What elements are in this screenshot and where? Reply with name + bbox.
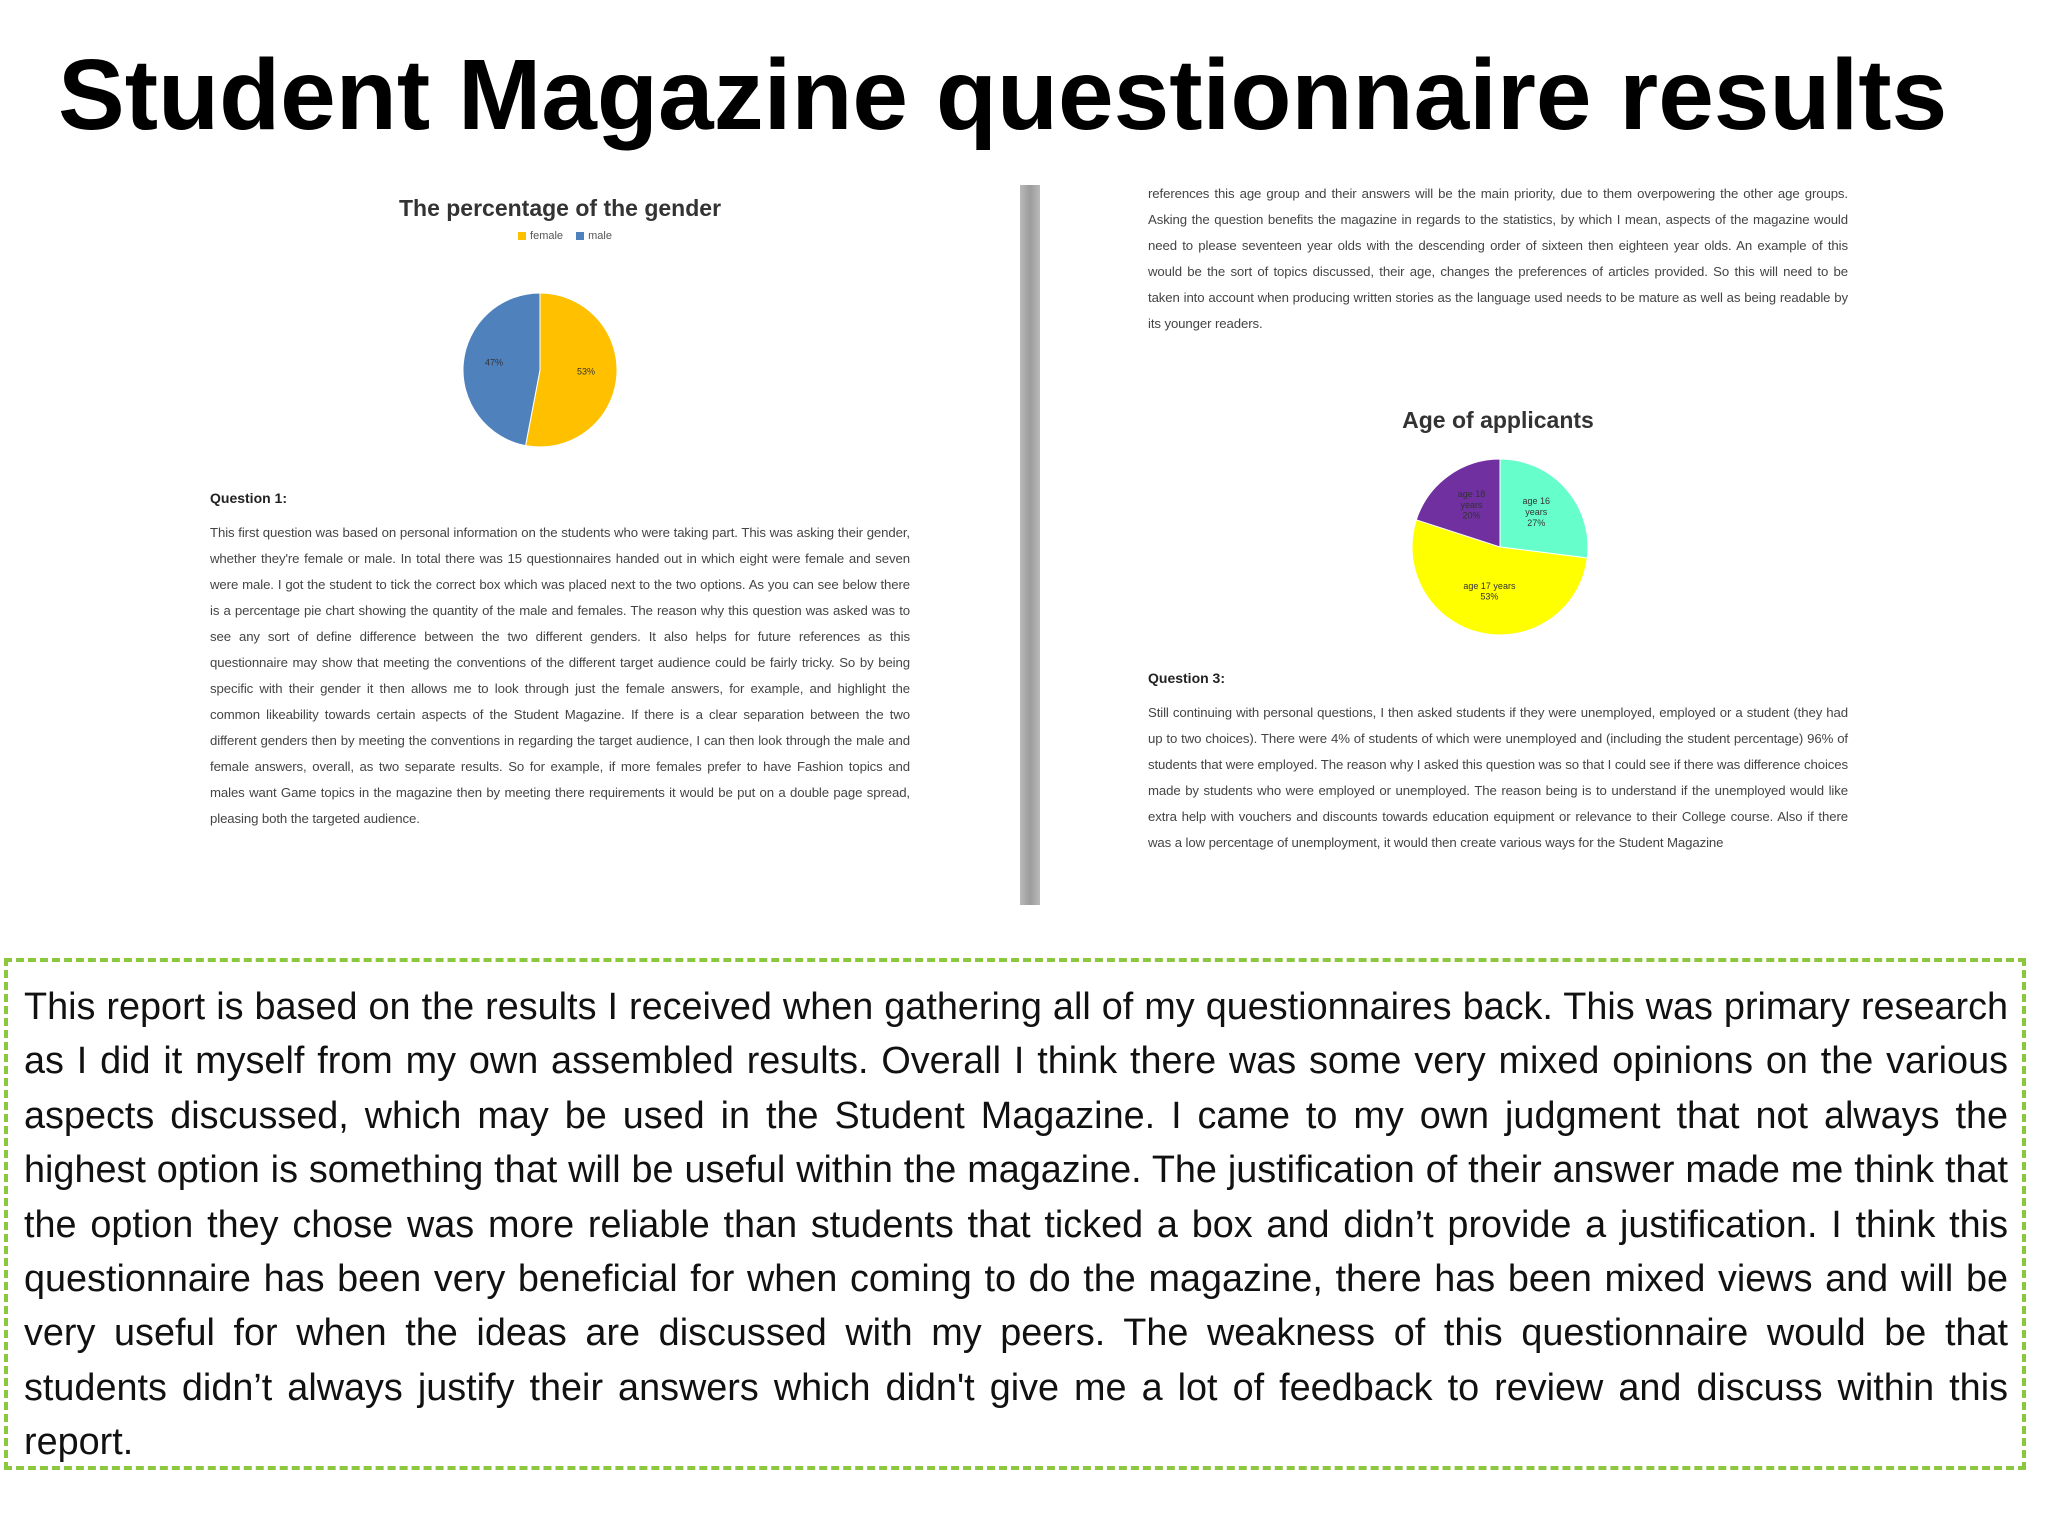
pie-slice-male: [463, 293, 540, 446]
question-1-heading: Question 1:: [210, 490, 288, 506]
right-page: [1148, 185, 1855, 905]
gender-pie-chart: [460, 290, 620, 450]
legend-label-male: male: [588, 230, 612, 242]
pie-label-male: 47%: [484, 357, 504, 368]
summary-text: This report is based on the results I received when gathering all of my questionnaires back. This was primary research as I did it myself from my own assembled results. Overall I think there was some very mixed opinions on the various aspects discussed, which may be used in the Student Magazine. I came to my own judgment that not always the highest option is something that will be useful within the magazine. The justification of their answer made me think that the option they chose was more reliable than students that ticked a box and didn’t provide a justification. I think this questionnaire has been very beneficial for when coming to do the magazine, there has been mixed views and will be very useful for when the ideas are discussed with my peers. The weakness of this questionnaire would be that students didn’t always justify their answers which didn't give me a lot of feedback to review and discuss within this report.: [24, 986, 2008, 1464]
age-chart-title: Age of applicants: [1402, 407, 1594, 433]
summary-box: [4, 958, 2026, 1470]
question-1-paragraph: This first question was based on personal information on the students who were taking part. This was asking their gender, whether they're female or male. In total there was 15 questionnaires handed out in which eight were female and seven were male. I got the student to tick the correct box which was placed next to the two options. As you can see below there is a percentage pie chart showing the quantity of the male and females. The reason why this question was asked was to see any sort of define difference between the two different genders. It also helps for future references as this questionnaire may show that meeting the conventions of the different target audience could be fairly tricky. So by being specific with their gender it then allows me to look through just the female answers, for example, and highlight the common likeability towards certain aspects of the Student Magazine. If there is a clear separation between the two different genders then by meeting the conventions in regarding the target audience, I can then look through the male and female answers, overall, as two separate results. So for example, if more females prefer to have Fashion topics and males want Game topics in the magazine then by meeting there requirements it would be put on a double page spread, pleasing both the targeted audience.: [210, 525, 910, 826]
pie-label-age-16-years: age 16 years 27%: [1522, 496, 1551, 528]
left-page: [200, 185, 920, 905]
question-3-heading: Question 3:: [1148, 670, 1226, 686]
age-paragraph: references this age group and their answers will be the main priority, due to them overpowering the other age groups. Asking the question benefits the magazine in regards to the statistics, by which I mean, aspects of the magazine would need to please seventeen year olds with the descending order of sixteen then eighteen year olds. An example of this would be the sort of topics discussed, their age, changes the preferences of articles provided. So this will need to be taken into account when producing written stories as the language used needs to be mature as well as being readable by its younger readers.: [1148, 186, 1848, 331]
age-pie-chart: [1410, 457, 1590, 637]
slide-title: Student Magazine questionnaire results: [58, 39, 1948, 151]
pie-label-age-17-years: age 17 years 53%: [1463, 580, 1516, 602]
legend-swatch-male: [576, 232, 584, 240]
pie-label-age-18-years: age 18 years 20%: [1457, 489, 1486, 521]
page-gutter: [1020, 185, 1040, 905]
question-3-paragraph: Still continuing with personal questions, I then asked students if they were unemployed, employed or a student (they had up to two choices). There were 4% of students of which were unemployed and (including the student percentage) 96% of students that were employed. The reason why I asked this question was so that I could see if there was difference choices made by students who were employed or unemployed. The reason being is to understand if the unemployed would like extra help with vouchers and discounts towards education equipment or relevance to their College course. Also if there was a low percentage of unemployment, it would then create various ways for the Student Magazine: [1148, 705, 1848, 850]
document-scan: [200, 185, 1855, 905]
pie-label-female: 53%: [576, 366, 596, 377]
legend-swatch-female: [518, 232, 526, 240]
gender-chart-title: The percentage of the gender: [398, 195, 722, 221]
legend-label-female: female: [530, 230, 564, 242]
gender-chart-legend: [300, 230, 820, 242]
